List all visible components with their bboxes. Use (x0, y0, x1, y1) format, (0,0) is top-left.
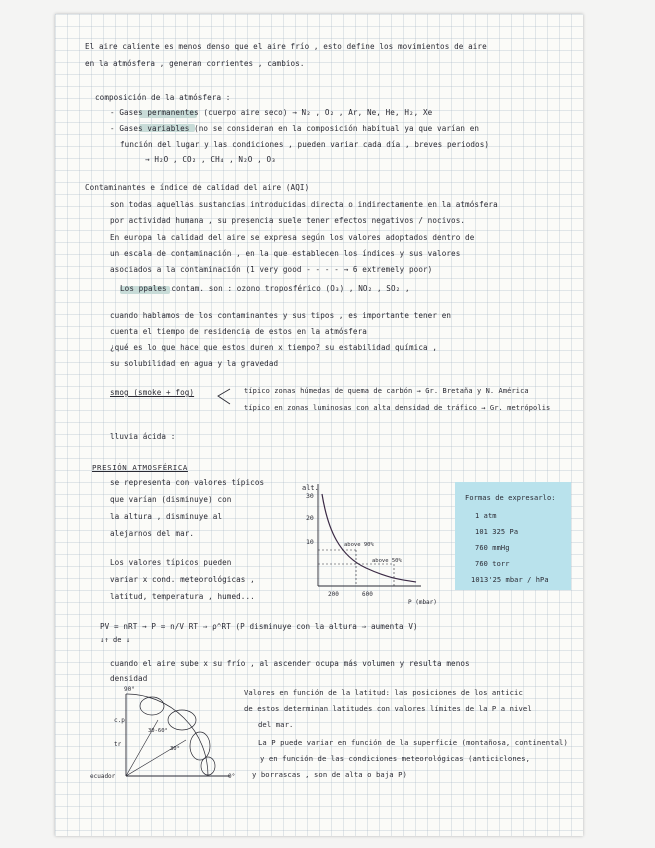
text-line: Los ppales contam. son : ozono troposférico (O₃) , NO₂ , SO₂ , (120, 284, 410, 293)
text-line: por actividad humana , su presencia suele tener efectos negativos / nocivos. (110, 216, 466, 225)
text-line: su solubilidad en agua y la gravedad (110, 359, 279, 368)
lat-label: ecuador (90, 773, 116, 780)
text-line: El aire caliente es menos denso que el aire frío , esto define los movimientos de aire (85, 42, 487, 51)
units-sticky-note (455, 482, 571, 590)
unit-value: 1013'25 mbar / hPa (471, 576, 549, 584)
text-line: - Gases variables (no se consideran en la composición habitual ya que varían en (110, 124, 480, 133)
text-line: asociados a la contaminación (1 very good - - - - → 6 extremely poor) (110, 265, 433, 274)
x-tick: 200 (328, 591, 339, 598)
text-line: se representa con valores típicos (110, 478, 265, 487)
x-tick: 600 (362, 591, 373, 598)
graph-note: above 50% (372, 558, 402, 564)
text-line: y en función de las condiciones meteorológicas (anticiclones, (260, 754, 531, 763)
text-line: ¿qué es lo que hace que estos duren x tiempo? su estabilidad química , (110, 343, 438, 352)
text-line: En europa la calidad del aire se expresa según los valores adoptados dentro de (110, 233, 475, 242)
text-line: del mar. (258, 720, 294, 729)
text-line: variar x cond. meteorológicas , (110, 575, 255, 584)
lat-label: tr (114, 741, 122, 748)
unit-value: 760 mmHg (475, 544, 510, 552)
text-line: Valores en función de la latitud: las posiciones de los anticic (244, 688, 523, 697)
bracket-arrow (210, 386, 240, 410)
y-axis-label: alt. (302, 484, 319, 492)
text-line: de estos determinan latitudes con valores límites de la P a nivel (244, 704, 532, 713)
text-line: la altura , disminuye al (110, 512, 223, 521)
text-line: son todas aquellas sustancias introducidas directa o indirectamente en la atmósfera (110, 200, 498, 209)
graph-note: above 90% (344, 542, 374, 548)
unit-value: 760 torr (475, 560, 510, 568)
text-line: típico en zonas luminosas con alta densidad de tráfico → Gr. metrópolis (244, 404, 551, 412)
pressure-curve (322, 494, 416, 582)
text-line: Los valores típicos pueden (110, 558, 232, 567)
text-line: en la atmósfera , generan corrientes , cambios. (85, 59, 305, 68)
unit-value: 101 325 Pa (475, 528, 519, 536)
text-line: cuenta el tiempo de residencia de estos en la atmósfera (110, 327, 367, 336)
lat-label: 30° (170, 746, 180, 752)
lat-label: 90° (124, 686, 135, 693)
lat-label: 0° (228, 773, 236, 780)
units-title: Formas de expresarlo: (465, 494, 556, 502)
text-line: y borrascas , son de alta o baja P) (252, 770, 407, 779)
text-line: lluvia ácida : (110, 432, 176, 441)
text-line: latitud, temperatura , humed... (110, 592, 255, 601)
text-line: - Gases permanentes (cuerpo aire seco) → N₂ , O₂ , Ar, Ne, He, H₂, Xe (110, 108, 433, 117)
smog-label: smog (smoke + fog) (110, 388, 195, 397)
lat-label: c.p (114, 717, 125, 724)
y-tick: 30 (306, 492, 314, 500)
lat-label: 30-60° (148, 728, 168, 734)
text-line: → H₂O , CO₂ , CH₄ , N₂O , O₃ (145, 155, 276, 164)
y-tick: 10 (306, 538, 314, 546)
x-axis-label: P (mbar) (408, 599, 437, 606)
pressure-altitude-sketch (296, 476, 444, 606)
text-line: que varían (disminuye) con (110, 495, 232, 504)
text-line: cuando el aire sube x su frío , al ascender ocupa más volumen y resulta menos (110, 659, 470, 668)
latitude-pressure-diagram (90, 684, 240, 784)
text-line: densidad (110, 674, 148, 683)
formula-arrows: ↓↑ de ↓ (100, 636, 131, 644)
text-line: un escala de contaminación , en la que establecen los índices y sus valores (110, 249, 461, 258)
text-line: composición de la atmósfera : (95, 93, 231, 102)
text-line: cuando hablamos de los contaminantes y sus tipos , es importante tener en (110, 311, 452, 320)
text-line: función del lugar y las condiciones , pueden variar cada día , breves periodos) (120, 140, 490, 149)
formula-line: PV = nRT → P = n/V RT ⇒ ρ^RT (P disminuye con la altura ⇒ aumenta V) (100, 622, 418, 631)
text-line: alejarnos del mar. (110, 529, 195, 538)
text-line: típico zonas húmedas de quema de carbón → Gr. Bretaña y N. América (244, 387, 529, 395)
unit-value: 1 atm (475, 512, 497, 520)
text-line: La P puede variar en función de la superficie (montañosa, continental) (258, 738, 568, 747)
section-title: PRESIÓN ATMOSFÉRICA (92, 463, 188, 472)
section-heading: Contaminantes e índice de calidad del aire (AQI) (85, 183, 310, 192)
y-tick: 20 (306, 514, 314, 522)
